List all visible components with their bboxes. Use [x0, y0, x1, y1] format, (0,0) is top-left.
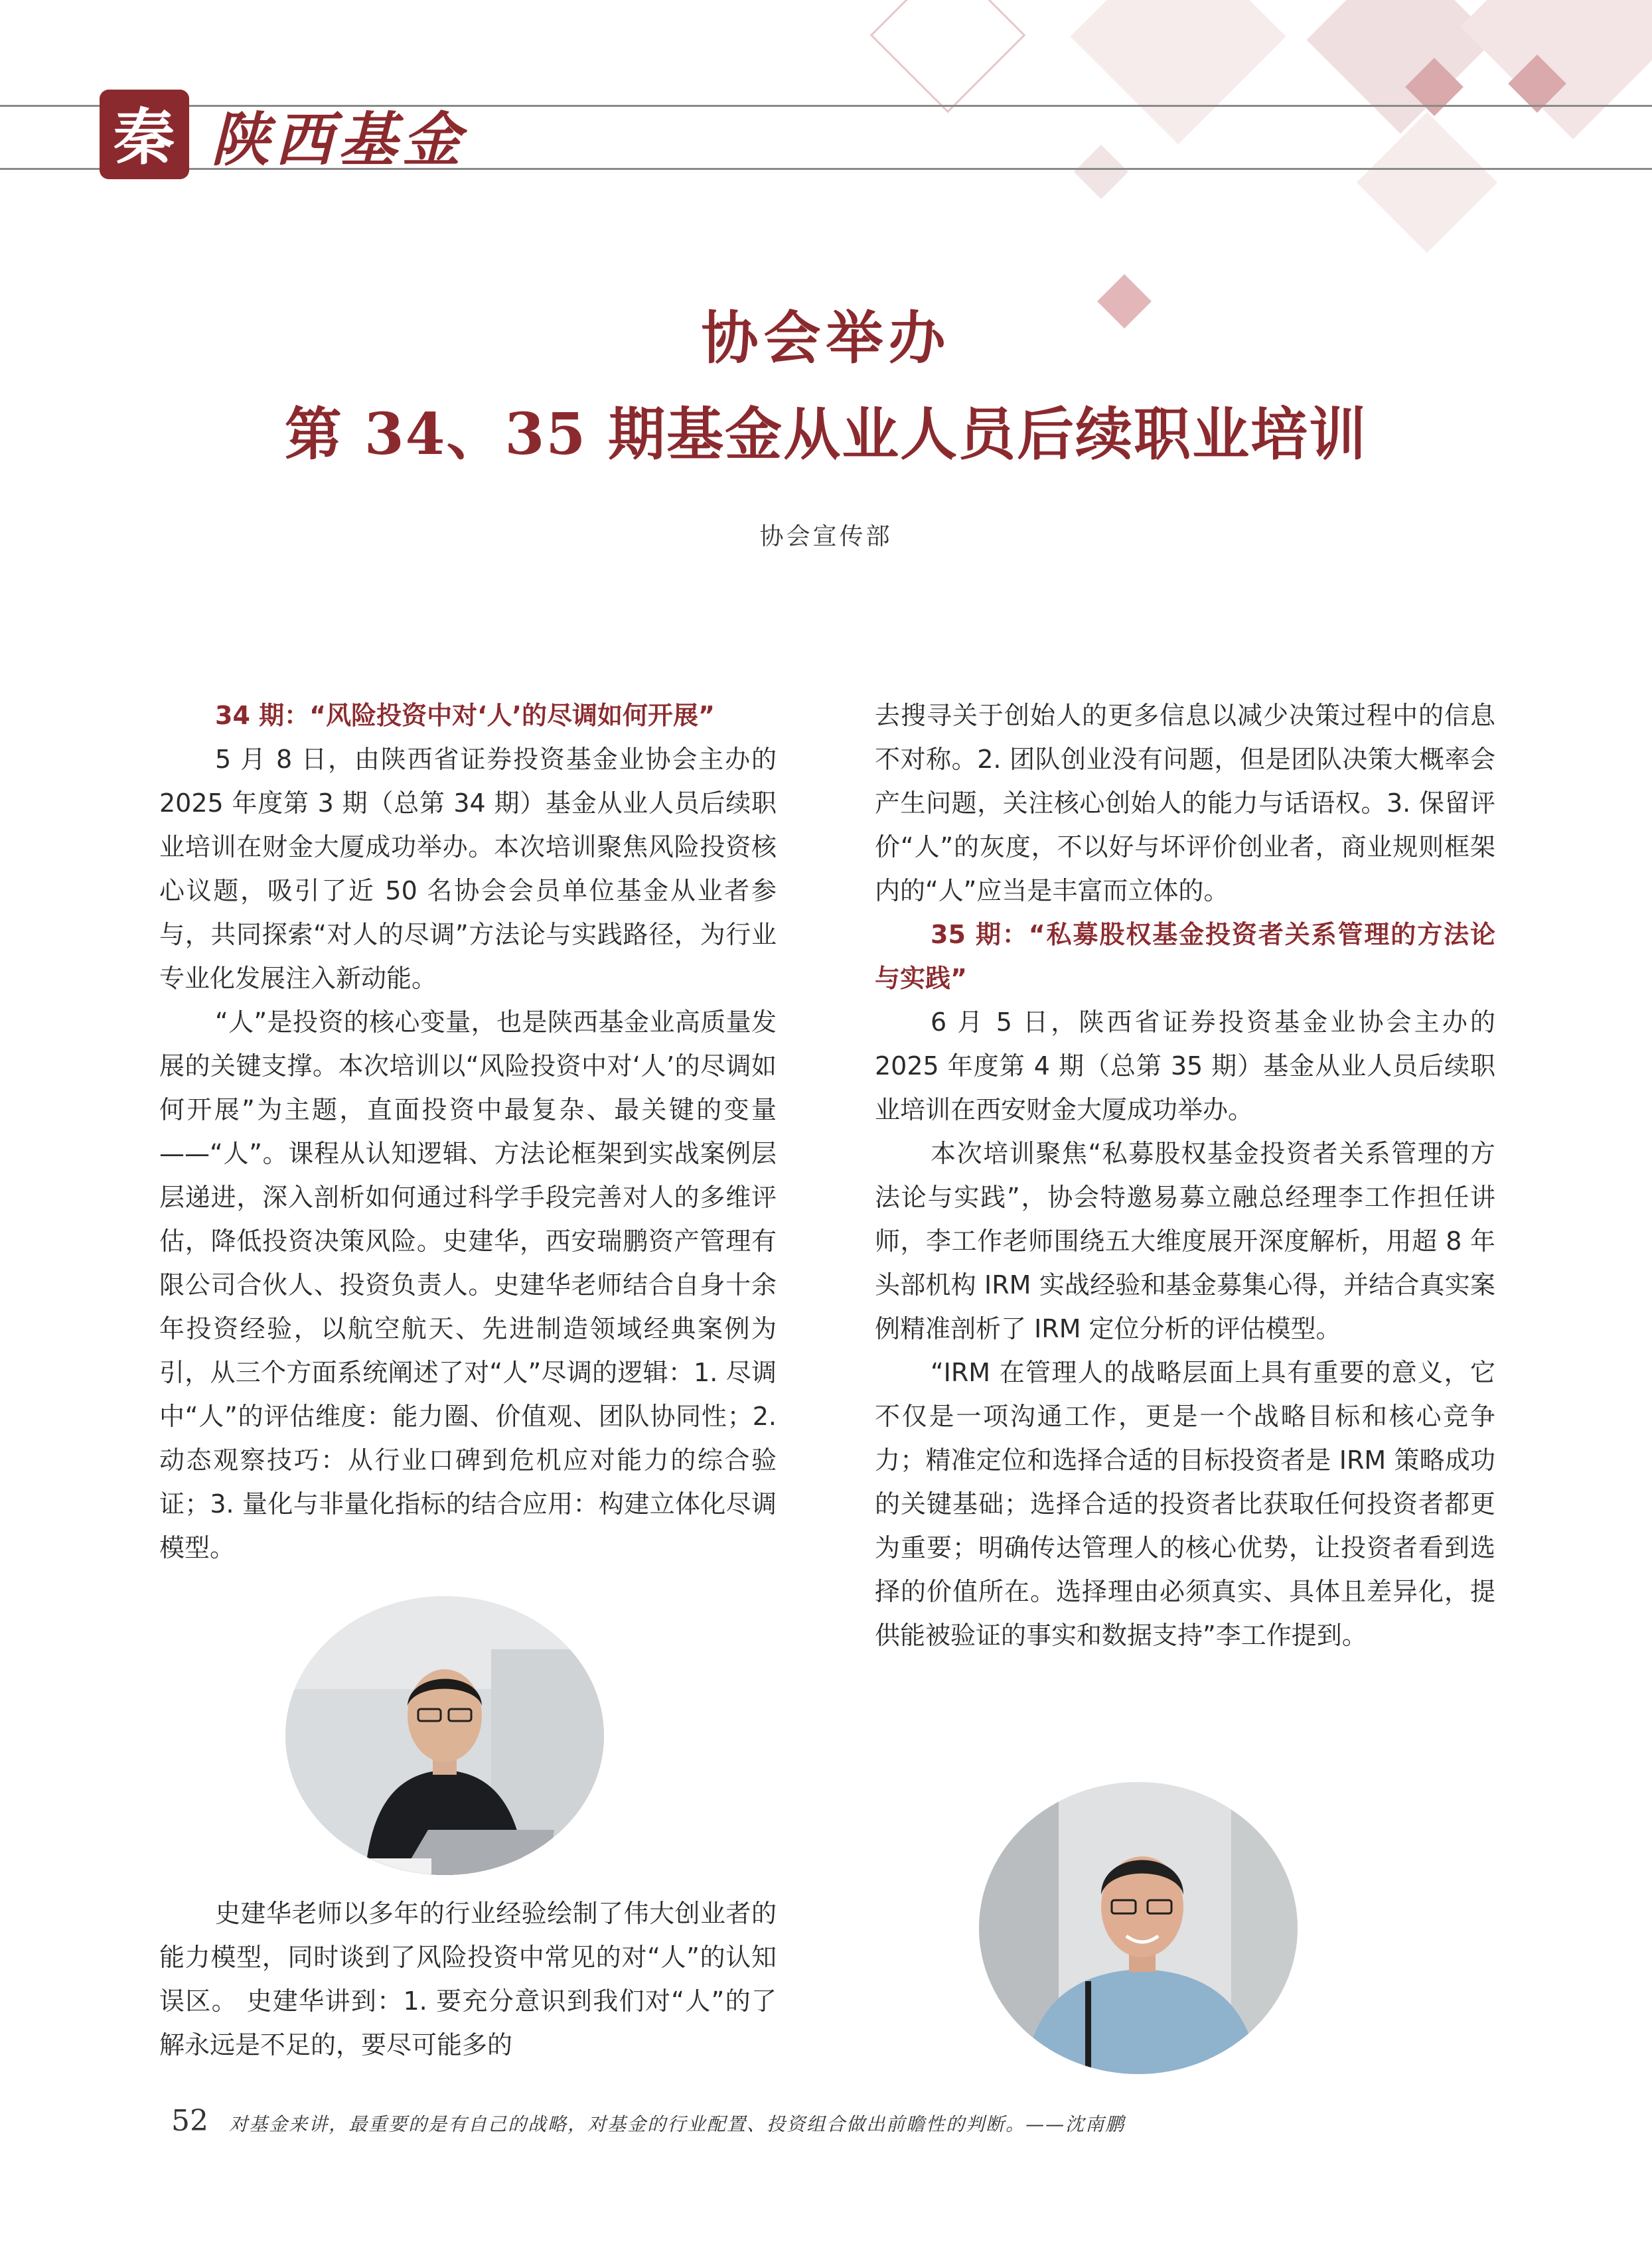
decorative-diamond [1070, 0, 1286, 145]
logo-char: 秦 [113, 102, 175, 173]
logo-emblem-icon [100, 90, 189, 179]
paragraph: 史建华老师以多年的行业经验绘制了伟大创业者的能力模型，同时谈到了风险投资中常见的对“人”的认知误区。 史建华讲到：1. 要充分意识到我们对“人”的了解永远是不足的，要尽可能多的 [159, 1899, 777, 2059]
speaker-photo-li [979, 1782, 1298, 2074]
decorative-diamond [1357, 112, 1497, 253]
paragraph: 去搜寻关于创始人的更多信息以减少决策过程中的信息不对称。2. 团队创业没有问题，但是团队决策大概率会产生问题，关注核心创始人的能力与话语权。3. 保留评价“人”的灰度，不以好与坏评价创业者，商业规则框架内的“人”应当是丰富而立体的。 [875, 701, 1495, 905]
paragraph: “IRM 在管理人的战略层面上具有重要的意义，它不仅是一项沟通工作，更是一个战略目标和核心竞争力；精准定位和选择合适的目标投资者是 IRM 策略成功的关键基础；选择合适的投资者比获取任何投资者都更为重要；明确传达管理人的核心优势，让投资者看到选择的价值所在。选择理由必须真实、具体且差异化，提供能被验证的事实和数据支持”李工作提到。 [875, 1358, 1495, 1650]
paragraph: “人”是投资的核心变量，也是陕西基金业高质量发展的关键支撑。本次培训以“风险投资中对‘人’的尽调如何开展”为主题，直面投资中最复杂、最关键的变量——“人”。课程从认知逻辑、方法论框架到实战案例层层递进，深入剖析如何通过科学手段完善对人的多维评估，降低投资决策风险。史建华，西安瑞鹏资产管理有限公司合伙人、投资负责人。史建华老师结合自身十余年投资经验，以航空航天、先进制造领域经典案例为引，从三个方面系统阐述了对“人”尽调的逻辑：1. 尽调中“人”的评估维度：能力圈、价值观、团队协同性；2. 动态观察技巧：从行业口碑到危机应对能力的综合验证；3. 量化与非量化指标的结合应用：构建立体化尽调模型。 [159, 1008, 777, 1562]
footer-quote: 对基金来讲，最重要的是有自己的战略，对基金的行业配置、投资组合做出前瞻性的判断。——沈南鹏 [229, 2113, 1126, 2135]
speaker-photo-image [285, 1596, 604, 1875]
article-title-line2: 第 34、35 期基金从业人员后续职业培训 [284, 401, 1368, 468]
section1-heading: 34 期：“风险投资中对‘人’的尽调如何开展” [215, 701, 715, 730]
paragraph: 5 月 8 日，由陕西省证券投资基金业协会主办的 2025 年度第 3 期（总第 34 期）基金从业人员后续职业培训在财金大厦成功举办。本次培训聚焦风险投资核心议题，吸引了近 50 名协会会员单位基金从业者参与，共同探索“对人的尽调”方法论与实践路径，为行业专业化发展注入新动能。 [159, 745, 777, 993]
right-column [875, 694, 1495, 1657]
article-title-line1: 协会举办 [701, 305, 951, 372]
paragraph: 本次培训聚焦“私募股权基金投资者关系管理的方法论与实践”，协会特邀易募立融总经理李工作担任讲师，李工作老师围绕五大维度展开深度解析，用超 8 年头部机构 IRM 实战经验和基金募集心得，并结合真实案例精准剖析了 IRM 定位分析的评估模型。 [875, 1139, 1495, 1343]
page-footer [171, 2104, 1125, 2138]
article-byline: 协会宣传部 [759, 523, 893, 550]
speaker-photo-shi [285, 1596, 604, 1875]
left-column-continued [159, 1892, 777, 2067]
page-number: 52 [171, 2104, 208, 2138]
speaker-photo-image [979, 1782, 1298, 2074]
paragraph: 6 月 5 日，陕西省证券投资基金业协会主办的 2025 年度第 4 期（总第 35 期）基金从业人员后续职业培训在西安财金大厦成功举办。 [875, 1008, 1495, 1124]
magazine-name: 陕西基金 [211, 105, 467, 174]
left-column [159, 694, 777, 1570]
decorative-diamond [1074, 145, 1128, 199]
decorative-diamond [1460, 0, 1652, 139]
magazine-logo [100, 90, 189, 179]
decorative-diamond [870, 0, 1026, 113]
section2-heading: 35 期：“私募股权基金投资者关系管理的方法论与实践” [875, 920, 1495, 993]
